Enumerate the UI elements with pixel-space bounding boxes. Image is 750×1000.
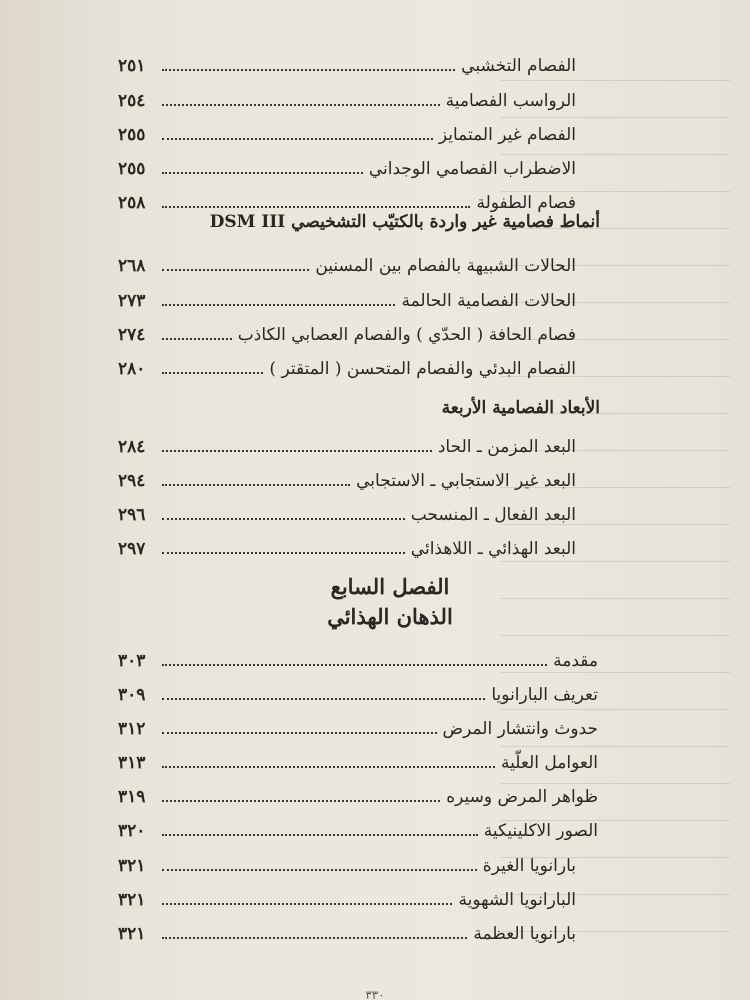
chapter-subtitle: الذهان الهذائي xyxy=(327,604,453,629)
page-number: ٣١٢ xyxy=(118,719,146,739)
entry-label: البعد غير الاستجابي ـ الاستجابي xyxy=(356,471,576,491)
page-number: ٢٩٧ xyxy=(118,539,146,559)
toc-entry xyxy=(118,314,576,344)
page-footer-number: ٣٣٠ xyxy=(365,988,385,1000)
entry-label: البعد الفعال ـ المنسحب xyxy=(410,505,576,525)
toc-entry xyxy=(118,148,576,178)
entry-label: العوامل العلّية xyxy=(501,753,598,773)
entry-label: ظواهر المرض وسيره xyxy=(446,787,598,807)
page-number: ٣٢١ xyxy=(118,924,146,944)
toc-entry xyxy=(118,640,598,670)
dot-leader xyxy=(162,834,478,836)
entry-label: بارانويا العظمة xyxy=(473,924,576,944)
dot-leader xyxy=(162,664,547,666)
entry-label: حدوث وانتشار المرض xyxy=(442,719,598,739)
dot-leader xyxy=(162,800,440,802)
toc-entry xyxy=(118,426,576,456)
toc-entry xyxy=(118,742,598,772)
toc-entry xyxy=(118,879,576,909)
chapter-title: الفصل السابع xyxy=(330,574,450,599)
page-number: ٢٩٦ xyxy=(118,505,146,525)
toc-entry xyxy=(118,776,598,806)
dot-leader xyxy=(162,518,405,520)
entry-label: فصام الحافة ( الحدّي ) والفصام العصابي الكاذب xyxy=(237,325,576,345)
page-number: ٢٥٥ xyxy=(118,159,146,179)
page-number: ٢٧٤ xyxy=(118,325,146,345)
page-number: ٢٨٤ xyxy=(118,437,146,457)
page-number: ٢٦٨ xyxy=(118,256,146,276)
page-number: ٣٢١ xyxy=(118,890,146,910)
page-number: ٣١٩ xyxy=(118,787,146,807)
page-number: ٢٩٤ xyxy=(118,471,146,491)
toc-entry xyxy=(118,708,598,738)
toc-entry xyxy=(118,810,598,840)
toc-entry xyxy=(118,45,576,75)
section-heading-dsm: أنماط فصامية غير واردة بالكتيّب التشخيصي DSM III xyxy=(209,212,600,232)
dot-leader xyxy=(162,732,437,734)
dot-leader xyxy=(162,138,433,140)
entry-label: الفصام غير المتمايز xyxy=(438,125,576,145)
toc-entry xyxy=(118,845,576,875)
dot-leader xyxy=(162,450,432,452)
dot-leader xyxy=(162,552,405,554)
toc-entry xyxy=(118,114,576,144)
entry-label: الصور الاكلينيكية xyxy=(483,821,598,841)
page-number: ٢٧٣ xyxy=(118,291,146,311)
entry-label: بارانويا الغيرة xyxy=(482,856,576,876)
page-number: ٢٥١ xyxy=(118,56,146,76)
dot-leader xyxy=(162,372,263,374)
toc-entry xyxy=(118,245,576,275)
page-number: ٢٥٨ xyxy=(118,193,146,213)
dot-leader xyxy=(162,206,470,208)
entry-label: تعريف البارانويا xyxy=(491,685,598,705)
toc-entry xyxy=(118,280,576,310)
entry-label: الحالات الشبيهة بالفصام بين المسنين xyxy=(315,256,576,276)
dot-leader xyxy=(162,172,363,174)
dot-leader xyxy=(162,304,395,306)
dot-leader xyxy=(162,766,495,768)
dot-leader xyxy=(162,484,350,486)
page-number: ٣٢٠ xyxy=(118,821,146,841)
entry-label: الفصام البدئي والفصام المتحسن ( المتقتر ) xyxy=(269,359,576,379)
entry-label: الفصام التخشبي xyxy=(461,56,576,76)
entry-label: البارانويا الشهوية xyxy=(458,890,576,910)
page-number: ٣٢١ xyxy=(118,856,146,876)
page-number: ٢٥٤ xyxy=(118,91,146,111)
entry-label: البعد المزمن ـ الحاد xyxy=(437,437,576,457)
entry-label: مقدمة xyxy=(553,651,598,671)
dot-leader xyxy=(162,104,440,106)
entry-label: الحالات الفصامية الحالمة xyxy=(401,291,576,311)
dot-leader xyxy=(162,269,309,271)
page-number: ٢٨٠ xyxy=(118,359,146,379)
toc-entry xyxy=(118,528,576,558)
page-number: ٣١٣ xyxy=(118,753,146,773)
dot-leader xyxy=(162,69,455,71)
dot-leader xyxy=(162,903,452,905)
dot-leader xyxy=(162,869,477,871)
page-number: ٣٠٩ xyxy=(118,685,146,705)
dot-leader xyxy=(162,937,467,939)
page-number: ٢٥٥ xyxy=(118,125,146,145)
entry-label: فصام الطفولة xyxy=(476,193,576,213)
toc-entry xyxy=(118,460,576,490)
entry-label: البعد الهذائي ـ اللاهذائي xyxy=(410,539,576,559)
dot-leader xyxy=(162,698,485,700)
page-number: ٣٠٣ xyxy=(118,651,146,671)
dot-leader xyxy=(162,338,232,340)
section-heading-dimensions: الأبعاد الفصامية الأربعة xyxy=(441,398,600,418)
toc-entry xyxy=(118,182,576,212)
toc-entry xyxy=(118,80,576,110)
entry-label: الاضطراب الفصامي الوجداني xyxy=(368,159,576,179)
toc-entry xyxy=(118,494,576,524)
toc-entry xyxy=(118,674,598,704)
toc-entry xyxy=(118,913,576,943)
entry-label: الرواسب الفصامية xyxy=(445,91,576,111)
toc-entry xyxy=(118,348,576,378)
